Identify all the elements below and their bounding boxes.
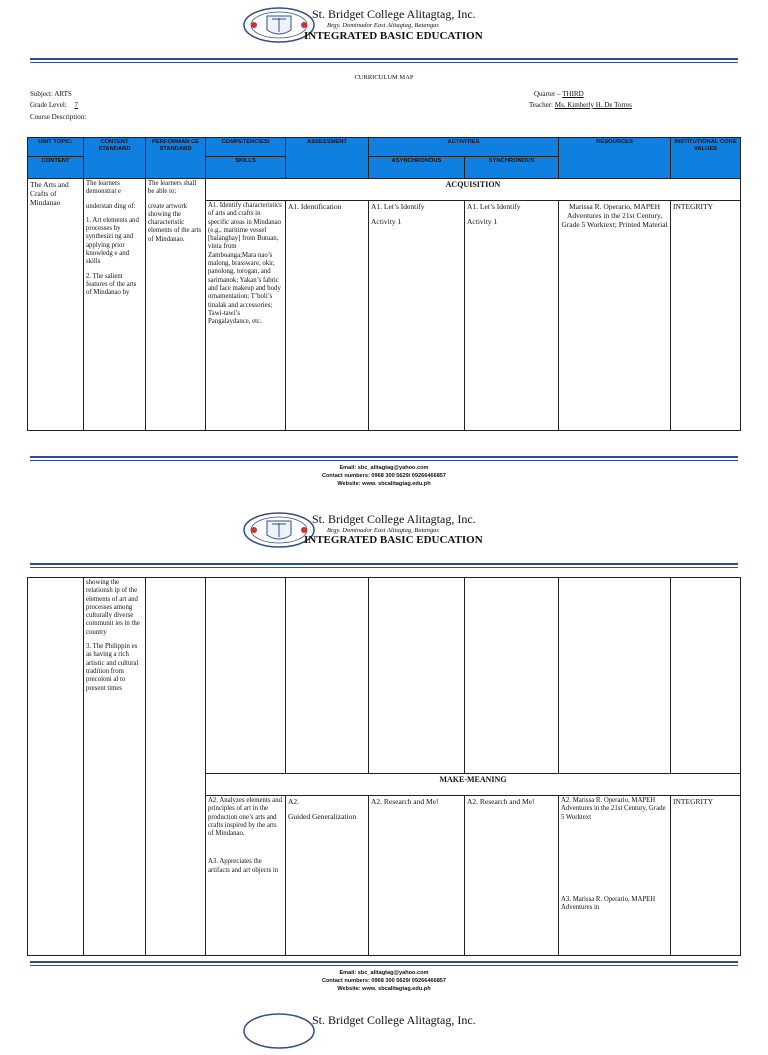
resources-cell bbox=[559, 578, 671, 774]
footer-website: Website: www. sbcalitagtag.edu.ph bbox=[337, 481, 431, 487]
school-name: St. Bridget College Alitagtag, Inc. bbox=[312, 7, 476, 21]
course-description: Course Description: bbox=[30, 113, 87, 121]
footer-numbers: Contact numbers: 0968 300 5629/ 09266466857 bbox=[321, 473, 447, 479]
resources-line: A2. Marissa R. Operario, MAPEH Adventures in the 21st Century, Grade 5 Worktext bbox=[561, 797, 666, 821]
asynchronous-cell: A2. Research and Me! bbox=[369, 796, 465, 956]
assessment-cell bbox=[286, 578, 369, 774]
synchronous-cell: A2. Research and Me! bbox=[465, 796, 559, 956]
document-title: CURRICULUM MAP bbox=[354, 74, 414, 81]
grade-value: 7 bbox=[74, 101, 78, 109]
header-asynchronous: ASYNCHRONOUS bbox=[369, 157, 465, 179]
subject-line bbox=[30, 90, 72, 98]
competency-line: A3. Appreciates the artifacts and art objects in bbox=[208, 858, 279, 874]
performance-standard-line: create artwork showing the characteristic elements of the arts of Mindanao. bbox=[148, 202, 202, 243]
footer-rule-thin bbox=[30, 460, 738, 461]
assessment-line: Guided Generalization bbox=[288, 812, 357, 821]
teacher-line bbox=[529, 101, 632, 109]
activity-line: A1. Let’s Identify bbox=[371, 202, 425, 211]
grade-line bbox=[30, 101, 78, 109]
header-activities: ACTIVITIES bbox=[369, 138, 559, 157]
header-performance-standard: PERFORMAN CE STANDARD bbox=[146, 138, 206, 179]
header-synchronous: SYNCHRONOUS bbox=[465, 157, 559, 179]
resources-cell bbox=[559, 796, 671, 956]
competency-cell bbox=[206, 796, 286, 956]
grade-label: Grade Level: bbox=[30, 101, 67, 109]
header-rule bbox=[30, 58, 738, 60]
content-standard-line: 3. The Philippin es as having a rich artistic and cultural tradition from precoloni al to present times bbox=[86, 643, 139, 692]
school-name: St. Bridget College Alitagtag, Inc. bbox=[312, 512, 476, 526]
header-rule-thin bbox=[30, 62, 738, 63]
header-content-standard: CONTENT STANDARD bbox=[84, 138, 146, 179]
competency-line: A2. Analyzes elements and principles of art in the production one’s arts and crafts inspired by the arts of Mindanao. bbox=[208, 797, 282, 838]
subject-label: Subject: bbox=[30, 90, 53, 98]
content-standard-cell bbox=[84, 179, 146, 431]
footer-rule bbox=[30, 961, 738, 963]
resources-line: A3. Marissa R. Operario, MAPEH Adventures in bbox=[561, 895, 656, 912]
curriculum-table-page1 bbox=[27, 137, 741, 431]
content-standard-line: The learners demonstrat e bbox=[86, 180, 121, 196]
header-competencies: COMPETENCIES/ bbox=[206, 138, 286, 157]
activity-line: Activity 1 bbox=[467, 217, 498, 226]
content-cell bbox=[28, 578, 84, 956]
content-standard-line: understan ding of: bbox=[86, 202, 136, 210]
footer-contact bbox=[0, 969, 768, 993]
phase-make-meaning: MAKE-MEANING bbox=[206, 774, 741, 796]
header-unit-topic: UNIT TOPIC: bbox=[28, 138, 84, 157]
synchronous-cell bbox=[465, 201, 559, 431]
content-standard-line: 2. The salient features of the arts of Mindanao by bbox=[86, 272, 137, 297]
teacher-label: Teacher: bbox=[529, 101, 553, 109]
school-address: Brgy. Dominador East Alitagtag, Batangas bbox=[327, 22, 439, 29]
performance-standard-cell bbox=[146, 578, 206, 956]
competency-cell: A1. Identify characteristics of arts and crafts in specific areas in Mindanao (e.g., maritime vessel [balanghay] from Butuan, vinta from Zamboanga;Mara nao’s malong, brassware, okir, panolong, torogan, and sarimanok; Yakan’s fabric and face makeup and body ornamentation; T’boli’s tinalak and accessories; Tawi-tawi’s Pangalaydance, etc. bbox=[206, 201, 286, 431]
footer-contact bbox=[0, 464, 768, 488]
department-name: INTEGRATED BASIC EDUCATION bbox=[304, 534, 483, 546]
teacher-value: Ms. Kimberly H. De Torres bbox=[554, 101, 632, 109]
content-standard-line: showing the relationsh ip of the elements of art and processes among culturally diverse communit ies in the country bbox=[86, 579, 140, 636]
header-skills: SKILLS bbox=[206, 157, 286, 179]
department-name: INTEGRATED BASIC EDUCATION bbox=[304, 30, 483, 42]
footer-email: Email: sbc_alitagtag@yahoo.com bbox=[339, 465, 429, 471]
assessment-line: A2. bbox=[288, 797, 300, 806]
core-value-cell: INTEGRITY bbox=[671, 201, 741, 431]
quarter-label: Quarter – bbox=[534, 90, 561, 98]
content-standard-line: 1. Art elements and processes by synthesizi ng and applying prior knowledg e and skills bbox=[86, 216, 139, 266]
header-assessment: ASSESSMENT bbox=[286, 138, 369, 179]
synchronous-cell bbox=[465, 578, 559, 774]
school-seal bbox=[242, 1012, 316, 1050]
header-rule bbox=[30, 563, 738, 565]
quarter-value: THIRD bbox=[562, 90, 584, 98]
assessment-cell: A1. Identification bbox=[286, 201, 369, 431]
content-cell bbox=[28, 179, 84, 431]
curriculum-table-page2 bbox=[27, 577, 741, 956]
asynchronous-cell bbox=[369, 578, 465, 774]
core-value-cell: INTEGRITY bbox=[671, 796, 741, 956]
content-text: The Arts and Crafts of Mindanao bbox=[30, 180, 69, 207]
header-core-values: INSTITUTIONAL CORE VALUES bbox=[671, 138, 741, 179]
quarter-line bbox=[534, 90, 584, 98]
competency-cell bbox=[206, 578, 286, 774]
school-name: St. Bridget College Alitagtag, Inc. bbox=[312, 1013, 476, 1027]
footer-rule bbox=[30, 456, 738, 458]
activity-line: Activity 1 bbox=[371, 217, 402, 226]
school-address: Brgy. Dominador East Alitagtag, Batangas bbox=[327, 527, 439, 534]
asynchronous-cell bbox=[369, 201, 465, 431]
performance-standard-line: The learners shall be able to: bbox=[148, 180, 197, 196]
content-standard-cell bbox=[84, 578, 146, 956]
footer-website: Website: www. sbcalitagtag.edu.ph bbox=[337, 986, 431, 992]
header-content: CONTENT bbox=[28, 157, 84, 179]
phase-acquisition: ACQUISITION bbox=[206, 179, 741, 201]
activity-line: A1. Let’s Identify bbox=[467, 202, 521, 211]
footer-email: Email: sbc_alitagtag@yahoo.com bbox=[339, 970, 429, 976]
header-rule-thin bbox=[30, 567, 738, 568]
subject-value: ARTS bbox=[54, 90, 72, 98]
footer-numbers: Contact numbers: 0968 300 5629/ 09266466857 bbox=[321, 978, 447, 984]
footer-rule-thin bbox=[30, 965, 738, 966]
resources-cell: Marissa R. Operario, MAPEH Adventures in the 21st Century, Grade 5 Worktext; Printed Material bbox=[559, 201, 671, 431]
assessment-cell bbox=[286, 796, 369, 956]
performance-standard-cell bbox=[146, 179, 206, 431]
header-resources: RESOURCES bbox=[559, 138, 671, 179]
core-value-cell bbox=[671, 578, 741, 774]
